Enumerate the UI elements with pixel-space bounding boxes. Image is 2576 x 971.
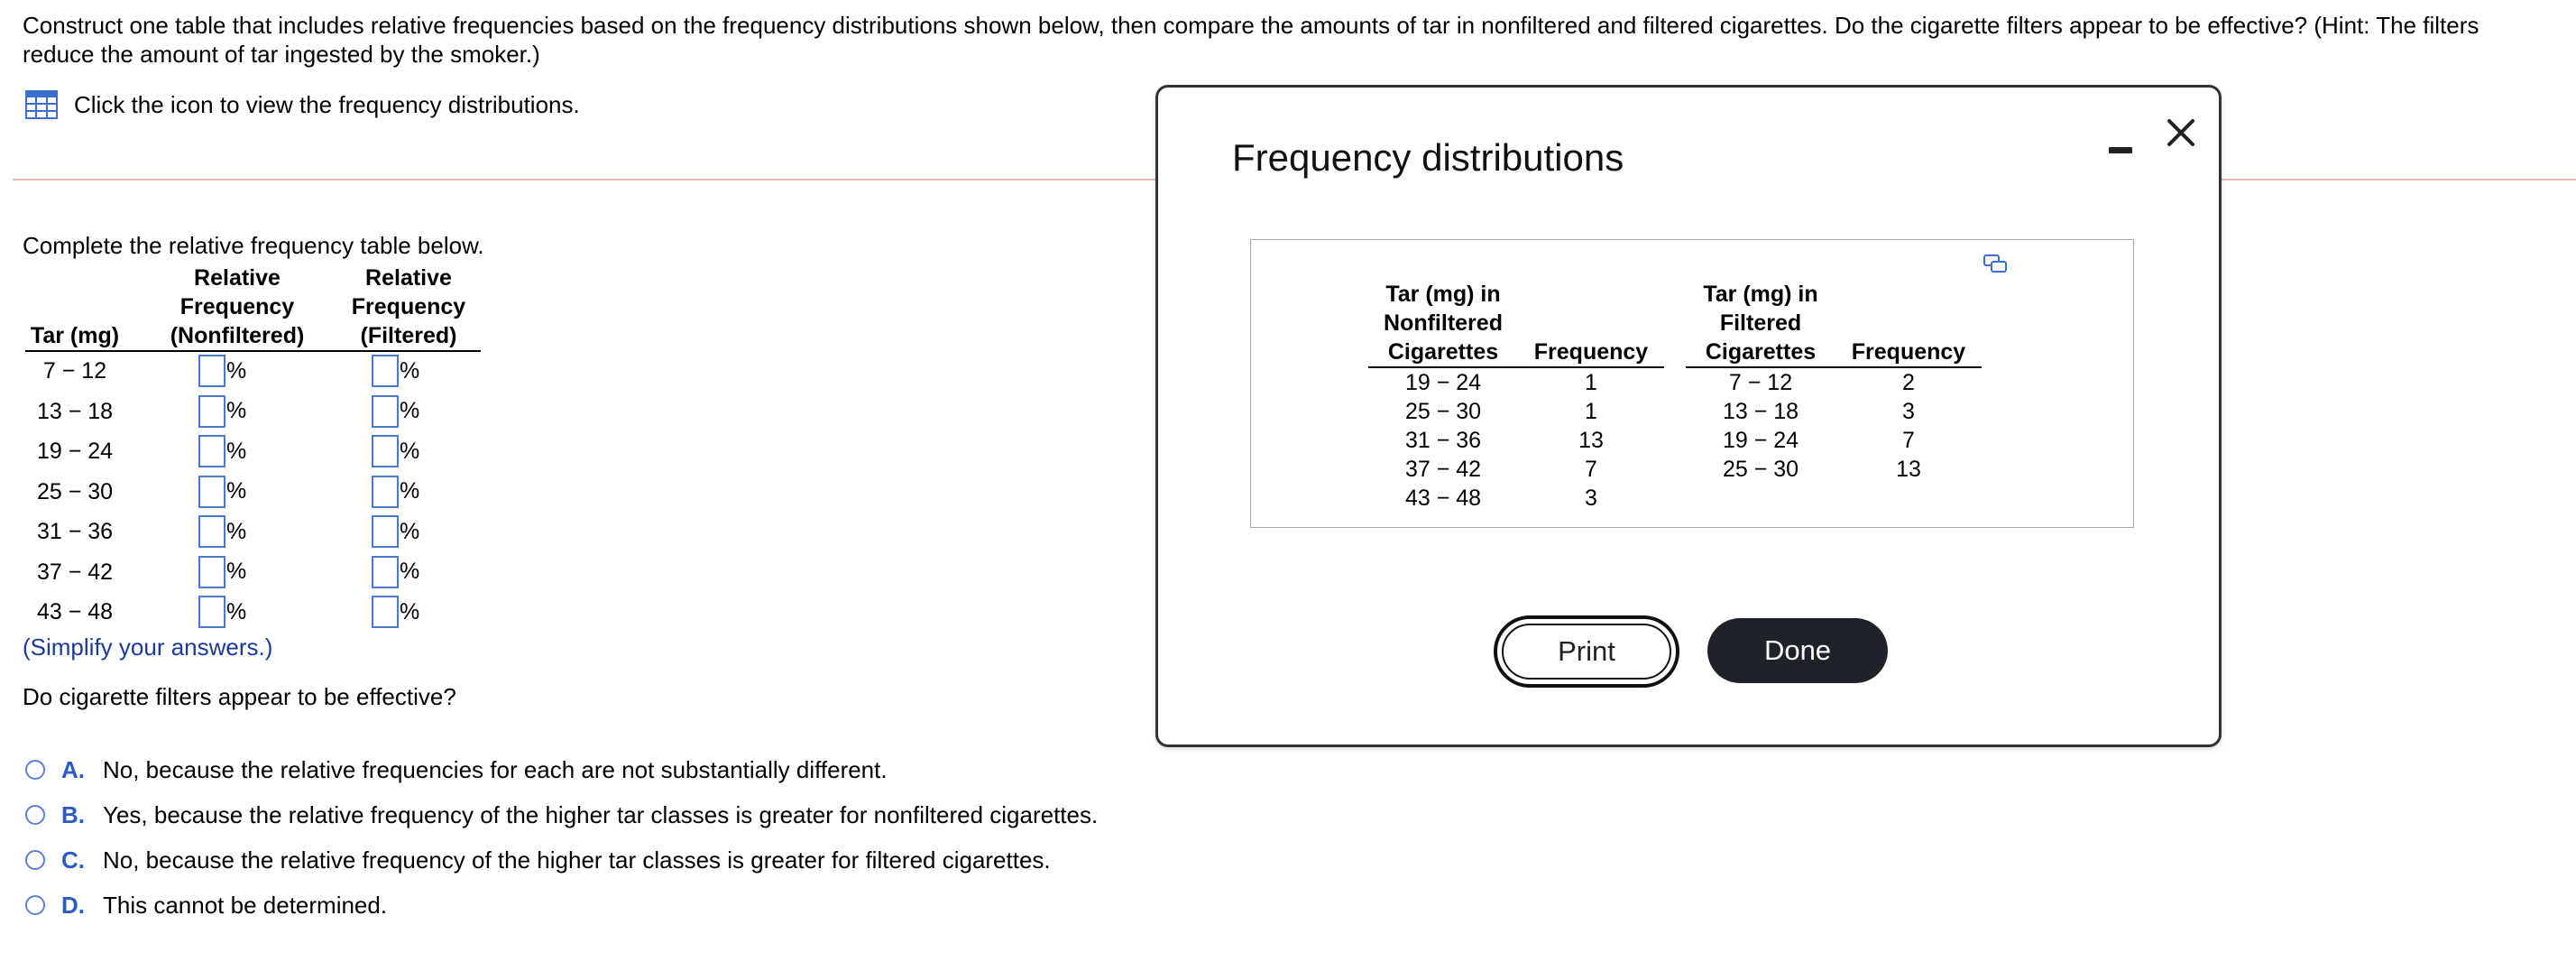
filtered-answer-input[interactable] <box>372 596 399 628</box>
tar-class: 7 − 12 <box>1728 370 1793 395</box>
table-row <box>1686 368 1982 397</box>
frequency-value: 13 <box>1896 457 1921 482</box>
frequency-value: 2 <box>1902 370 1915 395</box>
filtered-answer-input[interactable] <box>372 556 399 588</box>
tar-class: 31 − 36 <box>1404 428 1482 453</box>
done-button[interactable]: Done <box>1707 618 1888 683</box>
relative-table-header <box>25 264 481 352</box>
tar-class: 19 − 24 <box>1404 370 1482 395</box>
percent-sign: % <box>226 598 247 624</box>
frequency-value: 13 <box>1578 428 1604 453</box>
table-row <box>1368 368 1664 397</box>
frequency-value: 1 <box>1585 370 1597 395</box>
table-row <box>1686 455 1982 484</box>
relative-frequency-table <box>25 264 481 633</box>
expand-icon[interactable] <box>1983 254 2007 273</box>
frequency-value: 7 <box>1902 428 1915 453</box>
nonfiltered-table-body <box>1368 368 1664 513</box>
tar-class: 7 − 12 <box>42 358 107 384</box>
table-row <box>25 593 481 633</box>
table-row <box>25 432 481 473</box>
tar-class: 19 − 24 <box>1722 428 1799 453</box>
filtered-answer-input[interactable] <box>372 515 399 548</box>
radio-button[interactable] <box>25 850 45 870</box>
nonfiltered-answer-input[interactable] <box>198 395 225 428</box>
header-tar: Tar (mg) <box>30 323 120 348</box>
nonfiltered-frequency-table <box>1368 280 1664 513</box>
answer-option[interactable] <box>25 837 1098 883</box>
percent-sign: % <box>226 438 247 464</box>
percent-sign: % <box>226 357 247 384</box>
filtered-table-body <box>1686 368 1982 484</box>
tar-class: 37 − 42 <box>36 559 114 585</box>
tar-class: 43 − 48 <box>36 599 114 624</box>
option-letter: B. <box>61 800 85 828</box>
filtered-table-header: Tar (mg) in Filtered Cigarettes Frequency <box>1686 280 1982 368</box>
percent-sign: % <box>400 478 420 504</box>
percent-sign: % <box>226 559 247 584</box>
table-row <box>1368 484 1664 513</box>
option-text: This cannot be determined. <box>103 891 388 919</box>
answer-options <box>25 747 1098 928</box>
view-distributions-link[interactable] <box>25 87 580 123</box>
answer-option[interactable] <box>25 747 1098 792</box>
filtered-answer-input[interactable] <box>372 355 399 387</box>
nonfiltered-answer-input[interactable] <box>198 596 225 628</box>
percent-sign: % <box>226 518 247 544</box>
frequency-distributions-dialog <box>1155 85 2222 747</box>
percent-sign: % <box>400 438 420 464</box>
tar-class: 37 − 42 <box>1404 457 1482 482</box>
table-grid-icon[interactable] <box>25 90 58 119</box>
header-nonfiltered: Relative Frequency (Nonfiltered) <box>170 265 305 348</box>
option-text: Yes, because the relative frequency of the higher tar classes is greater for nonfiltered cigarettes. <box>103 800 1099 828</box>
simplify-note: (Simplify your answers.) <box>23 633 273 661</box>
distributions-panel <box>1250 239 2134 528</box>
tar-class: 19 − 24 <box>36 439 114 464</box>
percent-sign: % <box>400 357 420 384</box>
tar-class: 25 − 30 <box>1722 457 1799 482</box>
table-row <box>1686 426 1982 455</box>
table-row <box>1368 397 1664 426</box>
option-letter: A. <box>61 755 85 783</box>
frequency-value: 7 <box>1585 457 1597 482</box>
frequency-value: 3 <box>1902 399 1915 424</box>
effectiveness-question: Do cigarette filters appear to be effective? <box>23 683 456 710</box>
minimize-icon[interactable] <box>2109 133 2132 156</box>
option-letter: C. <box>61 846 85 874</box>
percent-sign: % <box>226 398 247 423</box>
radio-button[interactable] <box>25 805 45 825</box>
frequency-value: 1 <box>1585 399 1597 424</box>
dialog-title: Frequency distributions <box>1232 136 1624 179</box>
option-letter: D. <box>61 891 85 919</box>
print-button[interactable]: Print <box>1494 615 1679 688</box>
close-icon[interactable] <box>2163 115 2199 151</box>
radio-button[interactable] <box>25 895 45 915</box>
filtered-answer-input[interactable] <box>372 435 399 467</box>
table-row <box>1686 397 1982 426</box>
table-row <box>25 513 481 553</box>
table-row <box>25 473 481 513</box>
radio-button[interactable] <box>25 760 45 780</box>
tar-class: 25 − 30 <box>1404 399 1482 424</box>
answer-option[interactable] <box>25 792 1098 837</box>
percent-sign: % <box>226 478 247 504</box>
tar-class: 25 − 30 <box>36 478 114 504</box>
view-distributions-text[interactable]: Click the icon to view the frequency distributions. <box>74 90 580 118</box>
filtered-answer-input[interactable] <box>372 476 399 508</box>
tar-class: 13 − 18 <box>36 398 114 424</box>
relative-table-body <box>25 352 481 633</box>
table-instruction: Complete the relative frequency table below. <box>23 232 484 259</box>
filtered-frequency-table <box>1686 280 1982 484</box>
nonfiltered-table-header: Tar (mg) in Nonfiltered Cigarettes Frequency <box>1368 280 1664 368</box>
option-text: No, because the relative frequencies for each are not substantially different. <box>103 755 888 783</box>
table-row <box>25 553 481 594</box>
nonfiltered-answer-input[interactable] <box>198 556 225 588</box>
tar-class: 31 − 36 <box>36 519 114 544</box>
percent-sign: % <box>400 559 420 584</box>
table-row <box>25 393 481 433</box>
table-row <box>25 352 481 393</box>
percent-sign: % <box>400 598 420 624</box>
percent-sign: % <box>400 398 420 423</box>
nonfiltered-answer-input[interactable] <box>198 435 225 467</box>
nonfiltered-answer-input[interactable] <box>198 515 225 548</box>
header-filtered: Relative Frequency (Filtered) <box>351 265 466 348</box>
table-row <box>1368 455 1664 484</box>
nonfiltered-answer-input[interactable] <box>198 355 225 387</box>
percent-sign: % <box>400 518 420 544</box>
answer-option[interactable] <box>25 883 1098 928</box>
tar-class: 43 − 48 <box>1404 486 1482 511</box>
tar-class: 13 − 18 <box>1722 399 1799 424</box>
question-text: Construct one table that includes relative frequencies based on the frequency distributions shown below, then compare the amounts of tar in nonfiltered and filtered cigarettes. Do the cigarette filters appear to be effective? (Hint: The filters reduce the amount of tar ingested by the smoker.) <box>23 12 2479 68</box>
nonfiltered-answer-input[interactable] <box>198 476 225 508</box>
option-text: No, because the relative frequency of the higher tar classes is greater for filtered cigarettes. <box>103 846 1051 874</box>
table-row <box>1368 426 1664 455</box>
filtered-answer-input[interactable] <box>372 395 399 428</box>
frequency-value: 3 <box>1585 486 1597 511</box>
